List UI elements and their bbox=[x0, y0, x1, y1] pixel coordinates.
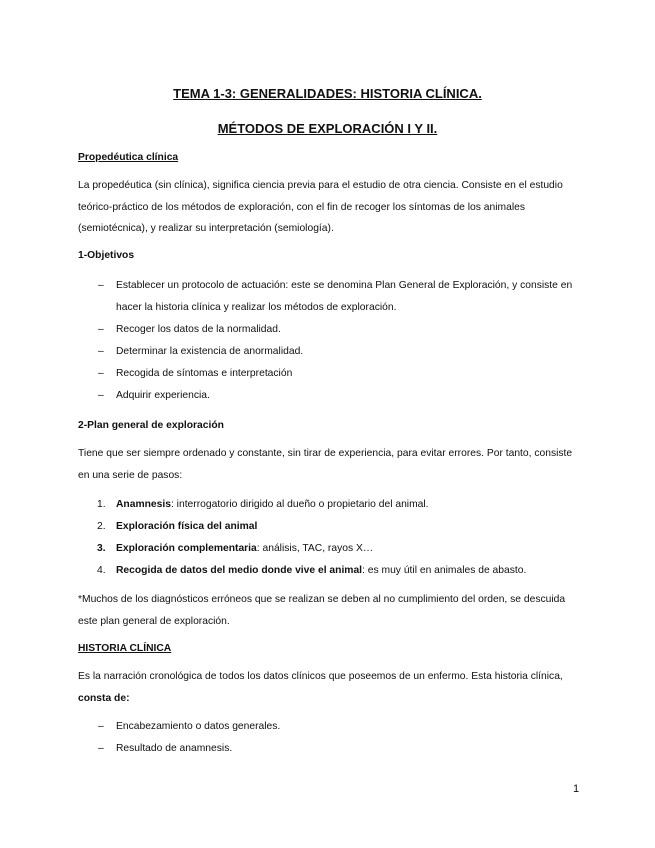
list-item bbox=[78, 275, 578, 319]
dash-bullet: – bbox=[98, 368, 104, 379]
list-item-text: Resultado de anamnesis. bbox=[116, 743, 233, 754]
list-item bbox=[78, 560, 578, 582]
dash-bullet: – bbox=[98, 390, 104, 401]
paragraph-historia-text: Es la narración cronológica de todos los datos clínicos que poseemos de un enfermo. Esta historia clínica, bbox=[78, 671, 563, 682]
plan-steps-list bbox=[78, 494, 578, 582]
historia-list bbox=[78, 716, 578, 760]
step-title: Anamnesis bbox=[116, 499, 171, 510]
dash-bullet: – bbox=[98, 721, 104, 732]
section-heading-plan: 2-Plan general de exploración bbox=[78, 420, 224, 431]
section-heading-objetivos: 1-Objetivos bbox=[78, 250, 135, 261]
step-description: : interrogatorio dirigido al dueño o propietario del animal. bbox=[170, 499, 429, 510]
list-item bbox=[78, 385, 578, 407]
paragraph-note: *Muchos de los diagnósticos erróneos que se realizan se deben al no cumplimiento del orden, se descuida este plan general de exploración. bbox=[78, 594, 566, 627]
list-item bbox=[78, 516, 578, 538]
section-heading-propedeutica: Propedéutica clínica bbox=[78, 152, 179, 163]
step-number: 2. bbox=[97, 521, 106, 532]
page-number: 1 bbox=[573, 783, 580, 795]
list-item bbox=[78, 341, 578, 363]
step-number: 4. bbox=[97, 565, 106, 576]
objetivos-list bbox=[78, 275, 578, 407]
list-item bbox=[78, 738, 578, 760]
dash-bullet: – bbox=[98, 743, 104, 754]
list-item bbox=[78, 363, 578, 385]
list-item-text: Adquirir experiencia. bbox=[116, 390, 210, 401]
step-number: 1. bbox=[97, 499, 106, 510]
paragraph-propedeutica: La propedéutica (sin clínica), significa ciencia previa para el estudio de otra ciencia. Consiste en el estudio teórico-práctico de los métodos de exploración, con el fin de recoger los síntomas de los animales (semiotécnica), y realizar su interpretación (semiología). bbox=[78, 180, 563, 235]
list-item bbox=[78, 319, 578, 341]
dash-bullet: – bbox=[98, 324, 104, 335]
list-item bbox=[78, 494, 578, 516]
document-subtitle: MÉTODOS DE EXPLORACIÓN I Y II. bbox=[217, 121, 438, 136]
list-item-text: Establecer un protocolo de actuación: este se denomina Plan General de Exploración, y consiste en hacer la historia clínica y realizar los métodos de exploración. bbox=[116, 280, 573, 313]
section-heading-historia: HISTORIA CLÍNICA bbox=[78, 643, 172, 654]
step-title: Exploración física del animal bbox=[116, 521, 258, 532]
paragraph-historia bbox=[78, 666, 578, 709]
list-item-text: Recogida de síntomas e interpretación bbox=[116, 368, 293, 379]
step-description: : análisis, TAC, rayos X… bbox=[256, 543, 374, 554]
list-item bbox=[78, 716, 578, 738]
paragraph-historia-bold: consta de: bbox=[78, 692, 130, 704]
list-item-text: Recoger los datos de la normalidad. bbox=[116, 324, 281, 335]
step-title: Recogida de datos del medio donde vive el animal bbox=[116, 565, 363, 576]
step-number: 3. bbox=[97, 543, 106, 554]
list-item bbox=[78, 538, 578, 560]
document-title: TEMA 1-3: GENERALIDADES: HISTORIA CLÍNICA. bbox=[173, 86, 482, 101]
step-title: Exploración complementaria bbox=[116, 543, 257, 554]
list-item-text: Determinar la existencia de anormalidad. bbox=[116, 346, 304, 357]
paragraph-plan: Tiene que ser siempre ordenado y constante, sin tirar de experiencia, para evitar errores. Por tanto, consiste en una serie de pasos: bbox=[78, 448, 573, 481]
list-item-text: Encabezamiento o datos generales. bbox=[116, 721, 281, 732]
step-description: : es muy útil en animales de abasto. bbox=[362, 565, 527, 576]
dash-bullet: – bbox=[98, 346, 104, 357]
dash-bullet: – bbox=[98, 280, 104, 291]
